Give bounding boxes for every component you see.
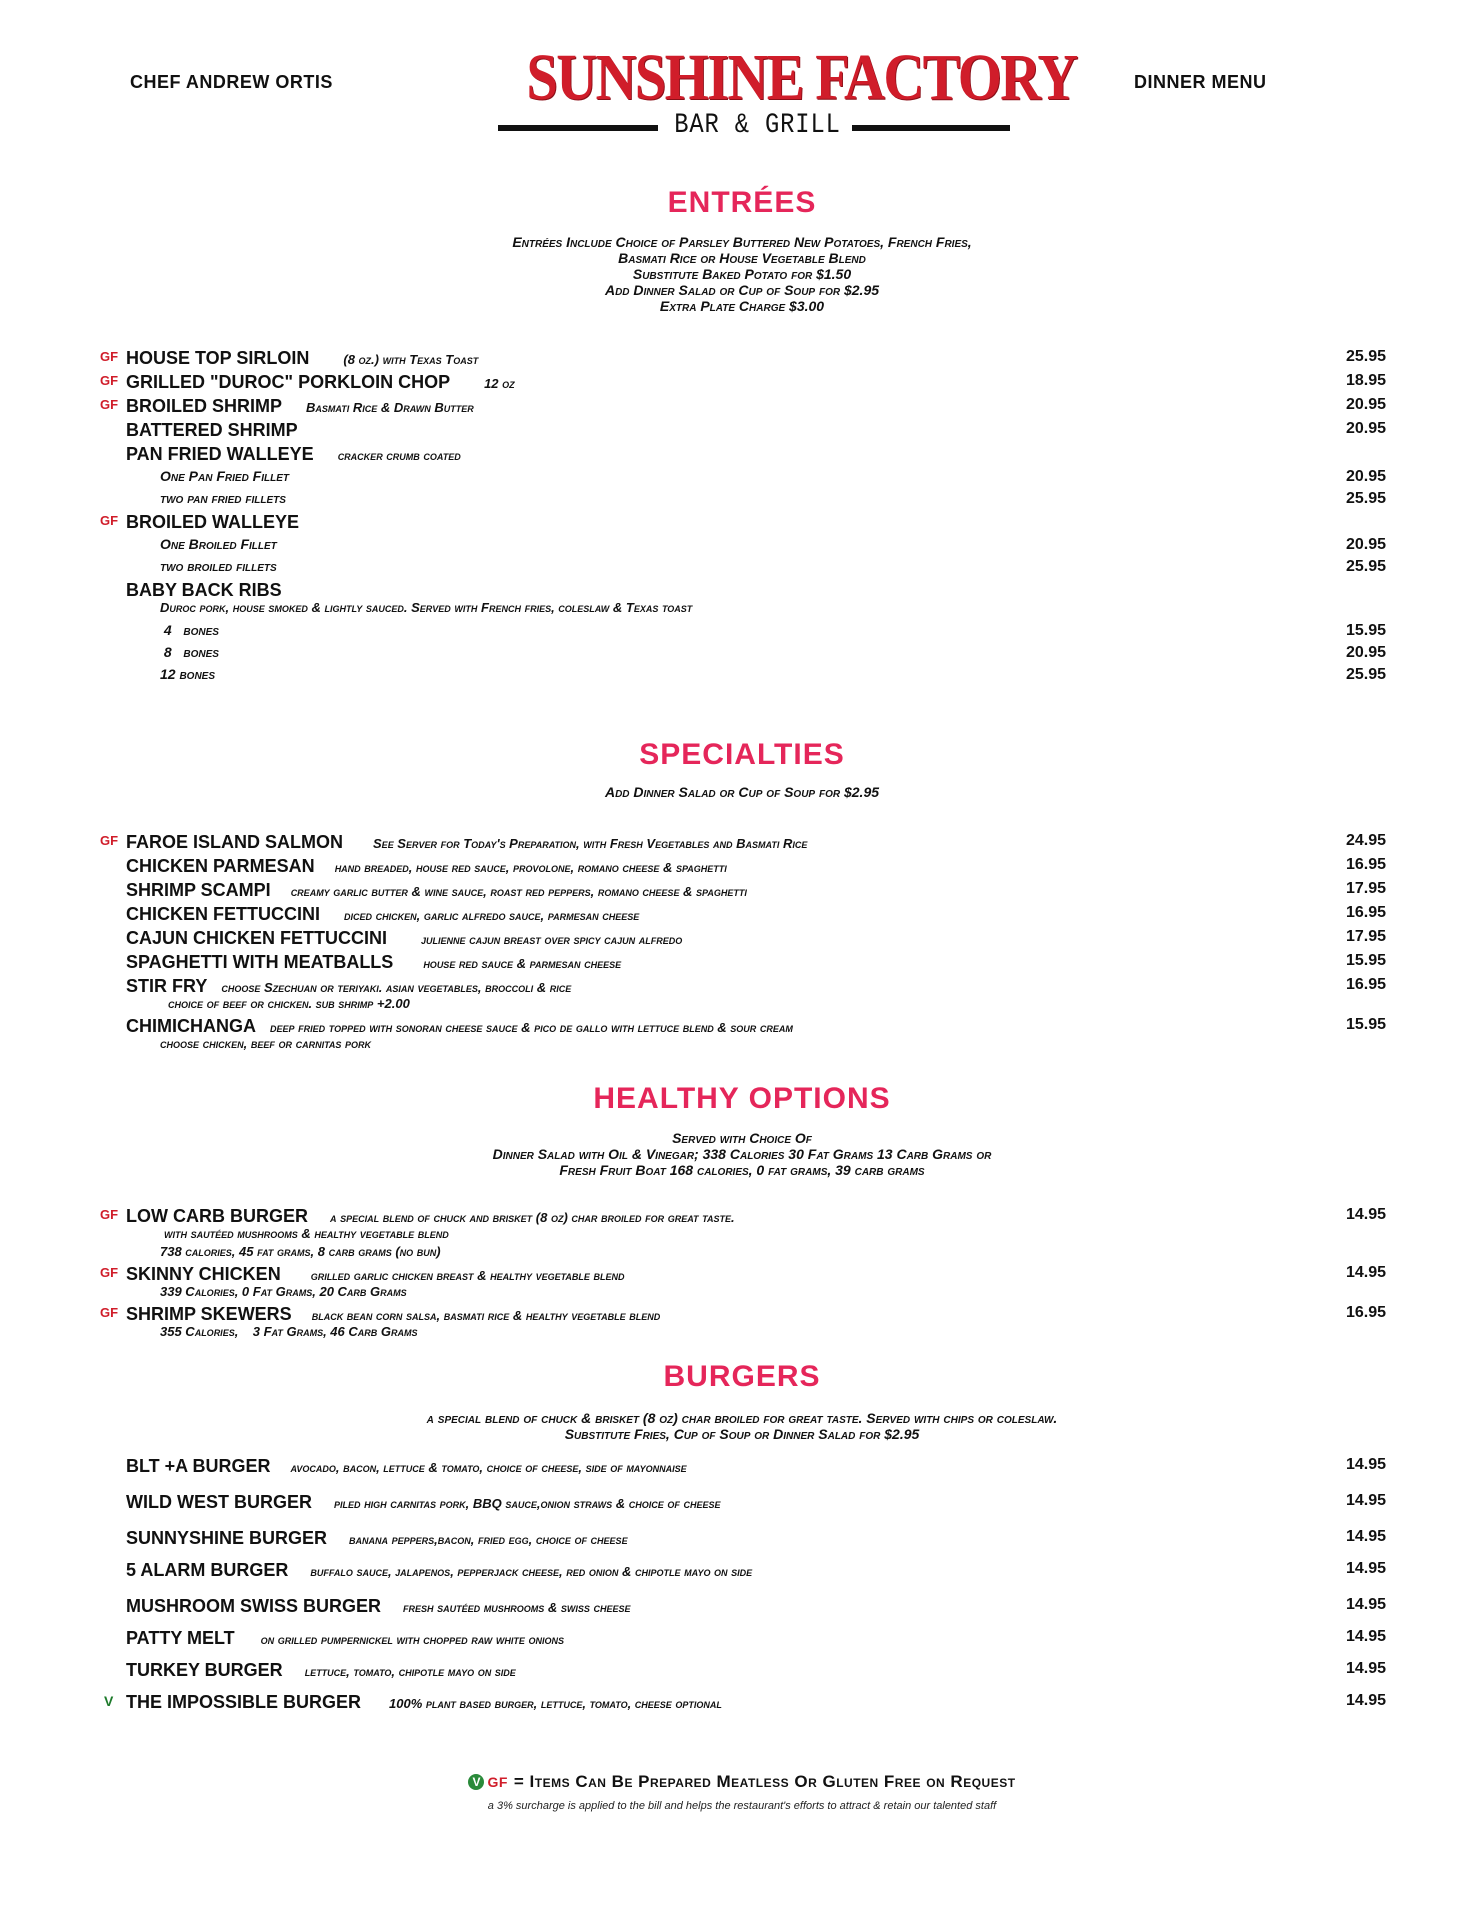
item-price: 16.95 <box>1345 904 1386 921</box>
item-price: 20.95 <box>1345 396 1386 413</box>
menu-subitem <box>126 490 1386 512</box>
menu-item <box>100 832 1386 854</box>
item-name: FAROE ISLAND SALMON <box>126 832 344 852</box>
item-price: 18.95 <box>1345 372 1386 389</box>
item-subdesc: choice of beef or chicken. sub shrimp +2.00 <box>168 996 410 1011</box>
item-desc: julienne cajun breast over spicy cajun alfredo <box>421 932 683 947</box>
menu-item <box>100 1304 1386 1326</box>
menu-item <box>126 1528 1386 1550</box>
item-desc: choose Szechuan or teriyaki. asian vegetables, broccoli & rice <box>221 980 572 995</box>
item-name: CAJUN CHICKEN FETTUCCINI <box>126 928 387 948</box>
item-name: BATTERED SHRIMP <box>126 420 298 440</box>
item-desc: on grilled pumpernickel with chopped raw white onions <box>260 1632 564 1647</box>
gluten-free-mark: GF <box>100 397 119 412</box>
menu-subitem <box>126 666 1386 688</box>
menu-item <box>100 512 1386 534</box>
menu-item <box>126 856 1386 878</box>
item-name: SPAGHETTI WITH MEATBALLS <box>126 952 394 972</box>
section-title-specialties: SPECIALTIES <box>639 738 845 771</box>
logo-bar-left <box>498 125 658 131</box>
item-name: SKINNY CHICKEN <box>126 1264 281 1284</box>
item-price: 25.95 <box>1345 666 1386 683</box>
logo-subtitle: BAR & GRILL <box>674 110 841 141</box>
subitem-label: 12 bones <box>160 666 216 682</box>
item-desc: avocado, bacon, lettuce & tomato, choice of cheese, side of mayonnaise <box>290 1460 687 1475</box>
menu-item <box>104 1692 1386 1714</box>
item-desc: lettuce, tomato, chipotle mayo on side <box>304 1664 516 1679</box>
item-desc: house red sauce & parmesan cheese <box>423 956 622 971</box>
item-price: 14.95 <box>1345 1456 1386 1473</box>
subitem-label: 4 bones <box>160 622 219 638</box>
legend <box>0 1772 1484 1792</box>
menu-subitem <box>126 558 1386 580</box>
item-desc: cracker crumb coated <box>337 448 461 463</box>
section-title-healthy: HEALTHY OPTIONS <box>593 1082 891 1115</box>
menu-item <box>126 928 1386 950</box>
item-price: 20.95 <box>1345 420 1386 437</box>
note-line: Fresh Fruit Boat 168 calories, 0 fat grams, 39 carb grams <box>559 1162 925 1178</box>
item-price: 15.95 <box>1345 952 1386 969</box>
menu-subitem <box>126 536 1386 558</box>
item-name: SUNNYSHINE BURGER <box>126 1528 328 1548</box>
item-desc: deep fried topped with sonoran cheese sauce & pico de gallo with lettuce blend & sour cream <box>270 1020 793 1035</box>
gluten-free-mark: GF <box>100 373 119 388</box>
item-name: BROILED SHRIMP <box>126 396 283 416</box>
gluten-free-mark: GF <box>100 1305 119 1320</box>
logo-title: SUNSHINE FACTORY <box>526 41 1077 114</box>
item-price: 17.95 <box>1345 928 1386 945</box>
subitem-label: 8 bones <box>160 644 219 660</box>
vegetarian-mark: V <box>104 1693 114 1709</box>
item-desc: fresh sautéed mushrooms & swiss cheese <box>403 1600 631 1615</box>
item-name: BLT +A BURGER <box>126 1456 271 1476</box>
item-desc: 100% plant based burger, lettuce, tomato, cheese optional <box>389 1696 722 1711</box>
item-name: BABY BACK RIBS <box>126 580 282 600</box>
menu-subitem <box>126 622 1386 644</box>
gluten-free-mark: GF <box>100 833 119 848</box>
item-desc: See Server for Today's Preparation, with Fresh Vegetables and Basmati Rice <box>373 836 808 851</box>
item-price: 14.95 <box>1345 1660 1386 1677</box>
item-name: 5 ALARM BURGER <box>126 1560 289 1580</box>
item-price: 14.95 <box>1345 1492 1386 1509</box>
item-name: CHICKEN PARMESAN <box>126 856 315 876</box>
note-line: Substitute Baked Potato for $1.50 <box>632 266 852 282</box>
menu-item <box>100 1264 1386 1286</box>
entrees-notes <box>0 234 1484 314</box>
item-subdesc: choose chicken, beef or carnitas pork <box>160 1036 372 1051</box>
item-name: PATTY MELT <box>126 1628 235 1648</box>
logo-bar-right <box>852 125 1010 131</box>
item-price: 25.95 <box>1345 558 1386 575</box>
item-price: 17.95 <box>1345 880 1386 897</box>
menu-subitem <box>126 468 1386 490</box>
item-price: 20.95 <box>1345 644 1386 661</box>
gluten-free-mark: GF <box>100 513 119 528</box>
menu-item <box>126 1596 1386 1618</box>
item-price: 20.95 <box>1345 468 1386 485</box>
subitem-label: two pan fried fillets <box>160 490 286 506</box>
menu-item <box>126 444 1386 466</box>
item-name: SHRIMP SCAMPI <box>126 880 271 900</box>
menu-item <box>126 1660 1386 1682</box>
legend-text: = Items Can Be Prepared Meatless Or Gluten Free on Request <box>513 1772 1016 1791</box>
item-price: 14.95 <box>1345 1528 1386 1545</box>
item-price: 14.95 <box>1345 1560 1386 1577</box>
section-title-burgers: BURGERS <box>663 1360 821 1393</box>
item-price: 16.95 <box>1345 976 1386 993</box>
note-line: Substitute Fries, Cup of Soup or Dinner Salad for $2.95 <box>564 1426 920 1442</box>
item-price: 25.95 <box>1345 348 1386 365</box>
item-price: 20.95 <box>1345 536 1386 553</box>
item-desc: Basmati Rice & Drawn Butter <box>306 400 474 415</box>
item-desc: grilled garlic chicken breast & healthy vegetable blend <box>310 1268 625 1283</box>
item-price: 16.95 <box>1345 856 1386 873</box>
menu-item <box>100 396 1386 418</box>
note-line: Add Dinner Salad or Cup of Soup for $2.95 <box>604 282 880 298</box>
item-desc: creamy garlic butter & wine sauce, roast red peppers, romano cheese & spaghetti <box>290 884 747 899</box>
menu-item <box>126 880 1386 902</box>
menu-item <box>126 952 1386 974</box>
menu-subitem <box>126 644 1386 666</box>
item-desc: 12 oz <box>484 376 515 391</box>
item-price: 14.95 <box>1345 1596 1386 1613</box>
menu-item <box>126 580 1386 602</box>
section-title-entrees: ENTRÉES <box>667 186 817 219</box>
item-desc: diced chicken, garlic alfredo sauce, parmesan cheese <box>344 908 640 923</box>
note-line: Dinner Salad with Oil & Vinegar; 338 Calories 30 Fat Grams 13 Carb Grams or <box>492 1146 992 1162</box>
menu-item <box>126 1560 1386 1582</box>
item-price: 16.95 <box>1345 1304 1386 1321</box>
vegetarian-icon: V <box>468 1774 484 1790</box>
item-price: 14.95 <box>1345 1206 1386 1223</box>
item-name: SHRIMP SKEWERS <box>126 1304 292 1324</box>
gluten-free-mark: GF <box>100 1207 119 1222</box>
item-price: 24.95 <box>1345 832 1386 849</box>
specialties-note: Add Dinner Salad or Cup of Soup for $2.95 <box>604 784 880 800</box>
item-desc: buffalo sauce, jalapenos, pepperjack cheese, red onion & chipotle mayo on side <box>310 1564 753 1579</box>
menu-item <box>126 1628 1386 1650</box>
burgers-notes <box>0 1410 1484 1442</box>
item-desc: hand breaded, house red sauce, provolone, romano cheese & spaghetti <box>334 860 727 875</box>
item-desc: (8 oz.) with Texas Toast <box>343 352 479 367</box>
menu-item <box>126 1456 1386 1478</box>
item-name: CHIMICHANGA <box>126 1016 256 1036</box>
item-nutrition: 355 Calories, 3 Fat Grams, 46 Carb Grams <box>160 1324 418 1339</box>
item-desc: Duroc pork, house smoked & lightly sauced. Served with French fries, coleslaw & Texas toast <box>160 600 693 615</box>
item-name: THE IMPOSSIBLE BURGER <box>126 1692 362 1712</box>
item-desc: a special blend of chuck and brisket (8 oz) char broiled for great taste. <box>330 1210 735 1225</box>
item-desc: black bean corn salsa, basmati rice & healthy vegetable blend <box>311 1308 661 1323</box>
menu-item <box>126 420 1386 442</box>
chef-name: CHEF ANDREW ORTIS <box>130 72 333 92</box>
item-nutrition: 339 Calories, 0 Fat Grams, 20 Carb Grams <box>160 1284 407 1299</box>
item-name: WILD WEST BURGER <box>126 1492 312 1512</box>
item-name: BROILED WALLEYE <box>126 512 300 532</box>
note-line: a special blend of chuck & brisket (8 oz) char broiled for great taste. Served with chips or coleslaw. <box>426 1410 1058 1426</box>
surcharge-note: a 3% surcharge is applied to the bill and helps the restaurant's efforts to attract & retain our talented staff <box>487 1800 997 1812</box>
gluten-free-mark: GF <box>100 1265 119 1280</box>
item-name: GRILLED "DUROC" PORKLOIN CHOP <box>126 372 451 392</box>
note-line: Extra Plate Charge $3.00 <box>659 298 825 314</box>
menu-item <box>126 976 1386 998</box>
menu-type: DINNER MENU <box>1134 72 1267 92</box>
item-desc: banana peppers,bacon, fried egg, choice of cheese <box>349 1532 628 1547</box>
item-subdesc: with sautéed mushrooms & healthy vegetable blend <box>164 1226 449 1241</box>
gluten-free-mark: GF <box>100 349 119 364</box>
item-price: 14.95 <box>1345 1692 1386 1709</box>
healthy-notes <box>0 1130 1484 1178</box>
menu-item <box>126 904 1386 926</box>
item-price: 14.95 <box>1345 1264 1386 1281</box>
note-line: Served with Choice Of <box>672 1130 812 1146</box>
menu-item <box>100 1206 1386 1228</box>
item-name: STIR FRY <box>126 976 208 996</box>
item-name: PAN FRIED WALLEYE <box>126 444 314 464</box>
item-price: 14.95 <box>1345 1628 1386 1645</box>
logo <box>490 40 1077 116</box>
item-name: HOUSE TOP SIRLOIN <box>126 348 310 368</box>
item-name: CHICKEN FETTUCCINI <box>126 904 320 924</box>
item-nutrition: 738 calories, 45 fat grams, 8 carb grams (no bun) <box>160 1244 441 1259</box>
subitem-label: One Pan Fried Fillet <box>160 468 289 484</box>
menu-item <box>126 1016 1386 1038</box>
item-price: 15.95 <box>1345 622 1386 639</box>
menu-item <box>100 348 1386 370</box>
menu-item <box>100 372 1386 394</box>
item-desc: piled high carnitas pork, BBQ sauce,onion straws & choice of cheese <box>334 1496 721 1511</box>
item-name: LOW CARB BURGER <box>126 1206 308 1226</box>
item-price: 25.95 <box>1345 490 1386 507</box>
note-line: Basmati Rice or House Vegetable Blend <box>618 250 866 266</box>
menu-item <box>126 1492 1386 1514</box>
gluten-free-icon: GF <box>487 1774 508 1790</box>
item-price: 15.95 <box>1345 1016 1386 1033</box>
item-name: TURKEY BURGER <box>126 1660 283 1680</box>
subitem-label: two broiled fillets <box>160 558 277 574</box>
note-line: Entrées Include Choice of Parsley Buttered New Potatoes, French Fries, <box>512 234 972 250</box>
item-name: MUSHROOM SWISS BURGER <box>126 1596 382 1616</box>
subitem-label: One Broiled Fillet <box>160 536 277 552</box>
